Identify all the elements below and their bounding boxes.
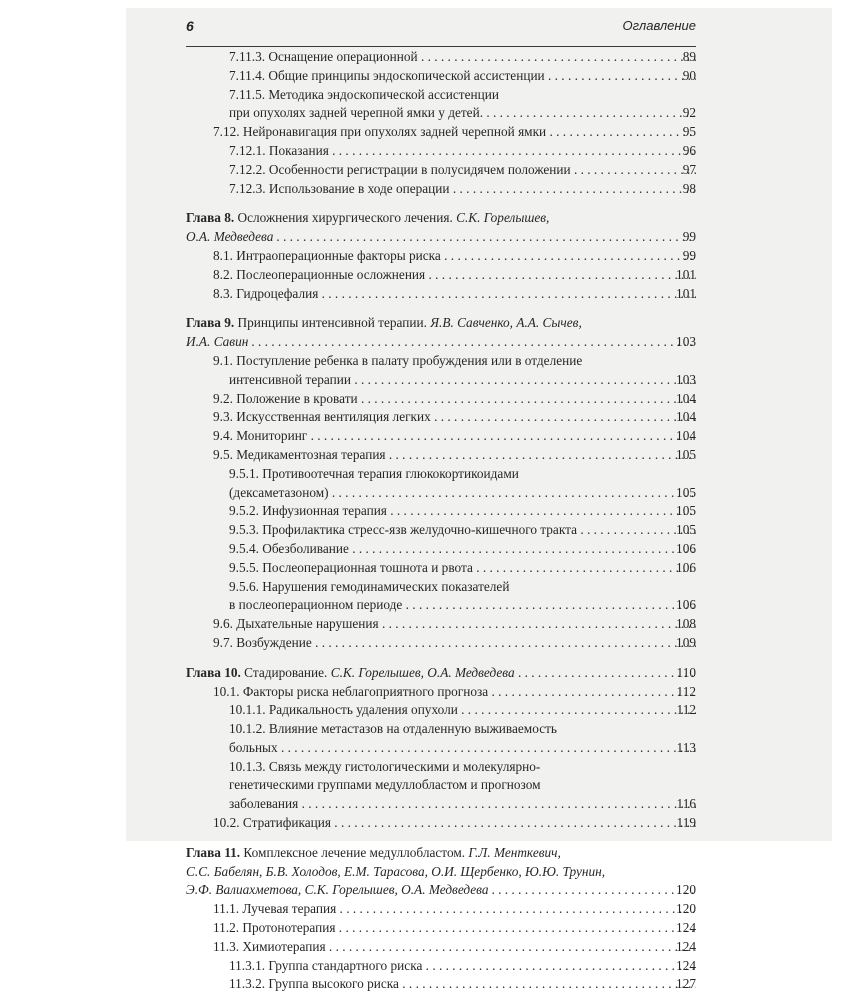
running-title: Оглавление	[622, 18, 696, 33]
page-number: 6	[186, 18, 194, 34]
toc-entry: 9.1. Поступление ребенка в палату пробуждения или в отделение	[213, 352, 583, 368]
toc-entry: 8.1. Интраоперационные факторы риска . . . 99	[186, 247, 696, 266]
toc-entry: 10.1.3. Связь между гистологическими и молекулярно-	[229, 758, 541, 774]
toc-entry: 9.3. Искусственная вентиляция легких . . . 104	[186, 408, 696, 427]
toc-entry: 9.6. Дыхательные нарушения . . . 108	[186, 615, 696, 634]
toc-entry: 10.1.2. Влияние метастазов на отдаленную выживаемость	[229, 721, 557, 737]
chapter-9-heading: Глава 9. Принципы интенсивной терапии. Я.В. Савченко, А.А. Сычев,	[186, 315, 582, 331]
page-header	[186, 16, 696, 47]
chapter-10-heading: Глава 10. Стадирование. С.К. Горелышев, О.А. Медведева . . . 110	[186, 664, 696, 683]
toc-entry: генетическими группами медуллобластом и прогнозом	[229, 777, 541, 793]
toc-entry: 11.3. Химиотерапия . . . 124	[186, 938, 696, 957]
toc-entry: 11.2. Протонотерапия . . . 124	[186, 919, 696, 938]
toc-entry: 7.12.1. Показания . . . 96	[186, 142, 696, 161]
toc-entry: (дексаметазоном) . . . 105	[186, 484, 696, 503]
toc-entry: 9.5.6. Нарушения гемодинамических показателей	[229, 578, 510, 594]
toc-entry: 9.2. Положение в кровати . . . 104	[186, 390, 696, 409]
toc-entry: 7.12.2. Особенности регистрации в полусидячем положении . . . 97	[186, 161, 696, 180]
toc-entry: 9.5.5. Послеоперационная тошнота и рвота . . . 106	[186, 559, 696, 578]
toc-entry: 7.11.5. Методика эндоскопической ассистенции	[229, 86, 499, 102]
toc-entry: заболевания . . . 116	[186, 795, 696, 814]
toc-entry: 7.11.3. Оснащение операционной . . . 89	[186, 48, 696, 67]
toc-entry: 8.3. Гидроцефалия . . . 101	[186, 285, 696, 304]
toc-entry: 11.3.2. Группа высокого риска . . . 127	[186, 975, 696, 994]
toc-entry: 11.1. Лучевая терапия . . . 120	[186, 900, 696, 919]
toc-entry: 7.11.4. Общие принципы эндоскопической ассистенции . . . 90	[186, 67, 696, 86]
table-of-contents	[186, 48, 696, 994]
toc-entry: больных . . . 113	[186, 739, 696, 758]
chapter-11-heading: Глава 11. Комплексное лечение медуллобластом. Г.Л. Менткевич, С.С. Бабелян, Б.В. Холодов, Е.М. Тарасова, О.И. Щербенко, Ю.Ю. Трунин,	[186, 844, 606, 879]
toc-entry: 10.1. Факторы риска неблагоприятного прогноза . . . 112	[186, 683, 696, 702]
toc-entry: Э.Ф. Валиахметова, С.К. Горелышев, О.А. Медведева . . . 120	[186, 881, 696, 900]
toc-entry: интенсивной терапии . . . 103	[186, 371, 696, 390]
toc-entry: О.А. Медведева . . . 99	[186, 228, 696, 247]
toc-entry: 9.5. Медикаментозная терапия . . . 105	[186, 446, 696, 465]
toc-entry: 9.5.1. Противоотечная терапия глюкокортикоидами	[229, 465, 519, 481]
toc-entry: 9.5.4. Обезболивание . . . 106	[186, 540, 696, 559]
chapter-8-heading: Глава 8. Осложнения хирургического лечения. С.К. Горелышев,	[186, 210, 550, 226]
toc-entry: 10.2. Стратификация . . . 119	[186, 814, 696, 833]
toc-entry: 7.12. Нейронавигация при опухолях задней черепной ямки . . . 95	[186, 123, 696, 142]
toc-entry: 9.7. Возбуждение . . . 109	[186, 634, 696, 653]
toc-entry: в послеоперационном периоде . . . 106	[186, 596, 696, 615]
toc-entry: при опухолях задней черепной ямки у детей. . . . 92	[186, 104, 696, 123]
toc-entry: 9.4. Мониторинг . . . 104	[186, 427, 696, 446]
toc-entry: 11.3.1. Группа стандартного риска . . . 124	[186, 957, 696, 976]
toc-entry: 9.5.3. Профилактика стресс-язв желудочно-кишечного тракта . . . 105	[186, 521, 696, 540]
toc-entry: 8.2. Послеоперационные осложнения . . . 101	[186, 266, 696, 285]
toc-entry: 10.1.1. Радикальность удаления опухоли . . . 112	[186, 701, 696, 720]
toc-entry: И.А. Савин . . . 103	[186, 333, 696, 352]
toc-entry: 7.12.3. Использование в ходе операции . . . 98	[186, 180, 696, 199]
toc-entry: 9.5.2. Инфузионная терапия . . . 105	[186, 502, 696, 521]
